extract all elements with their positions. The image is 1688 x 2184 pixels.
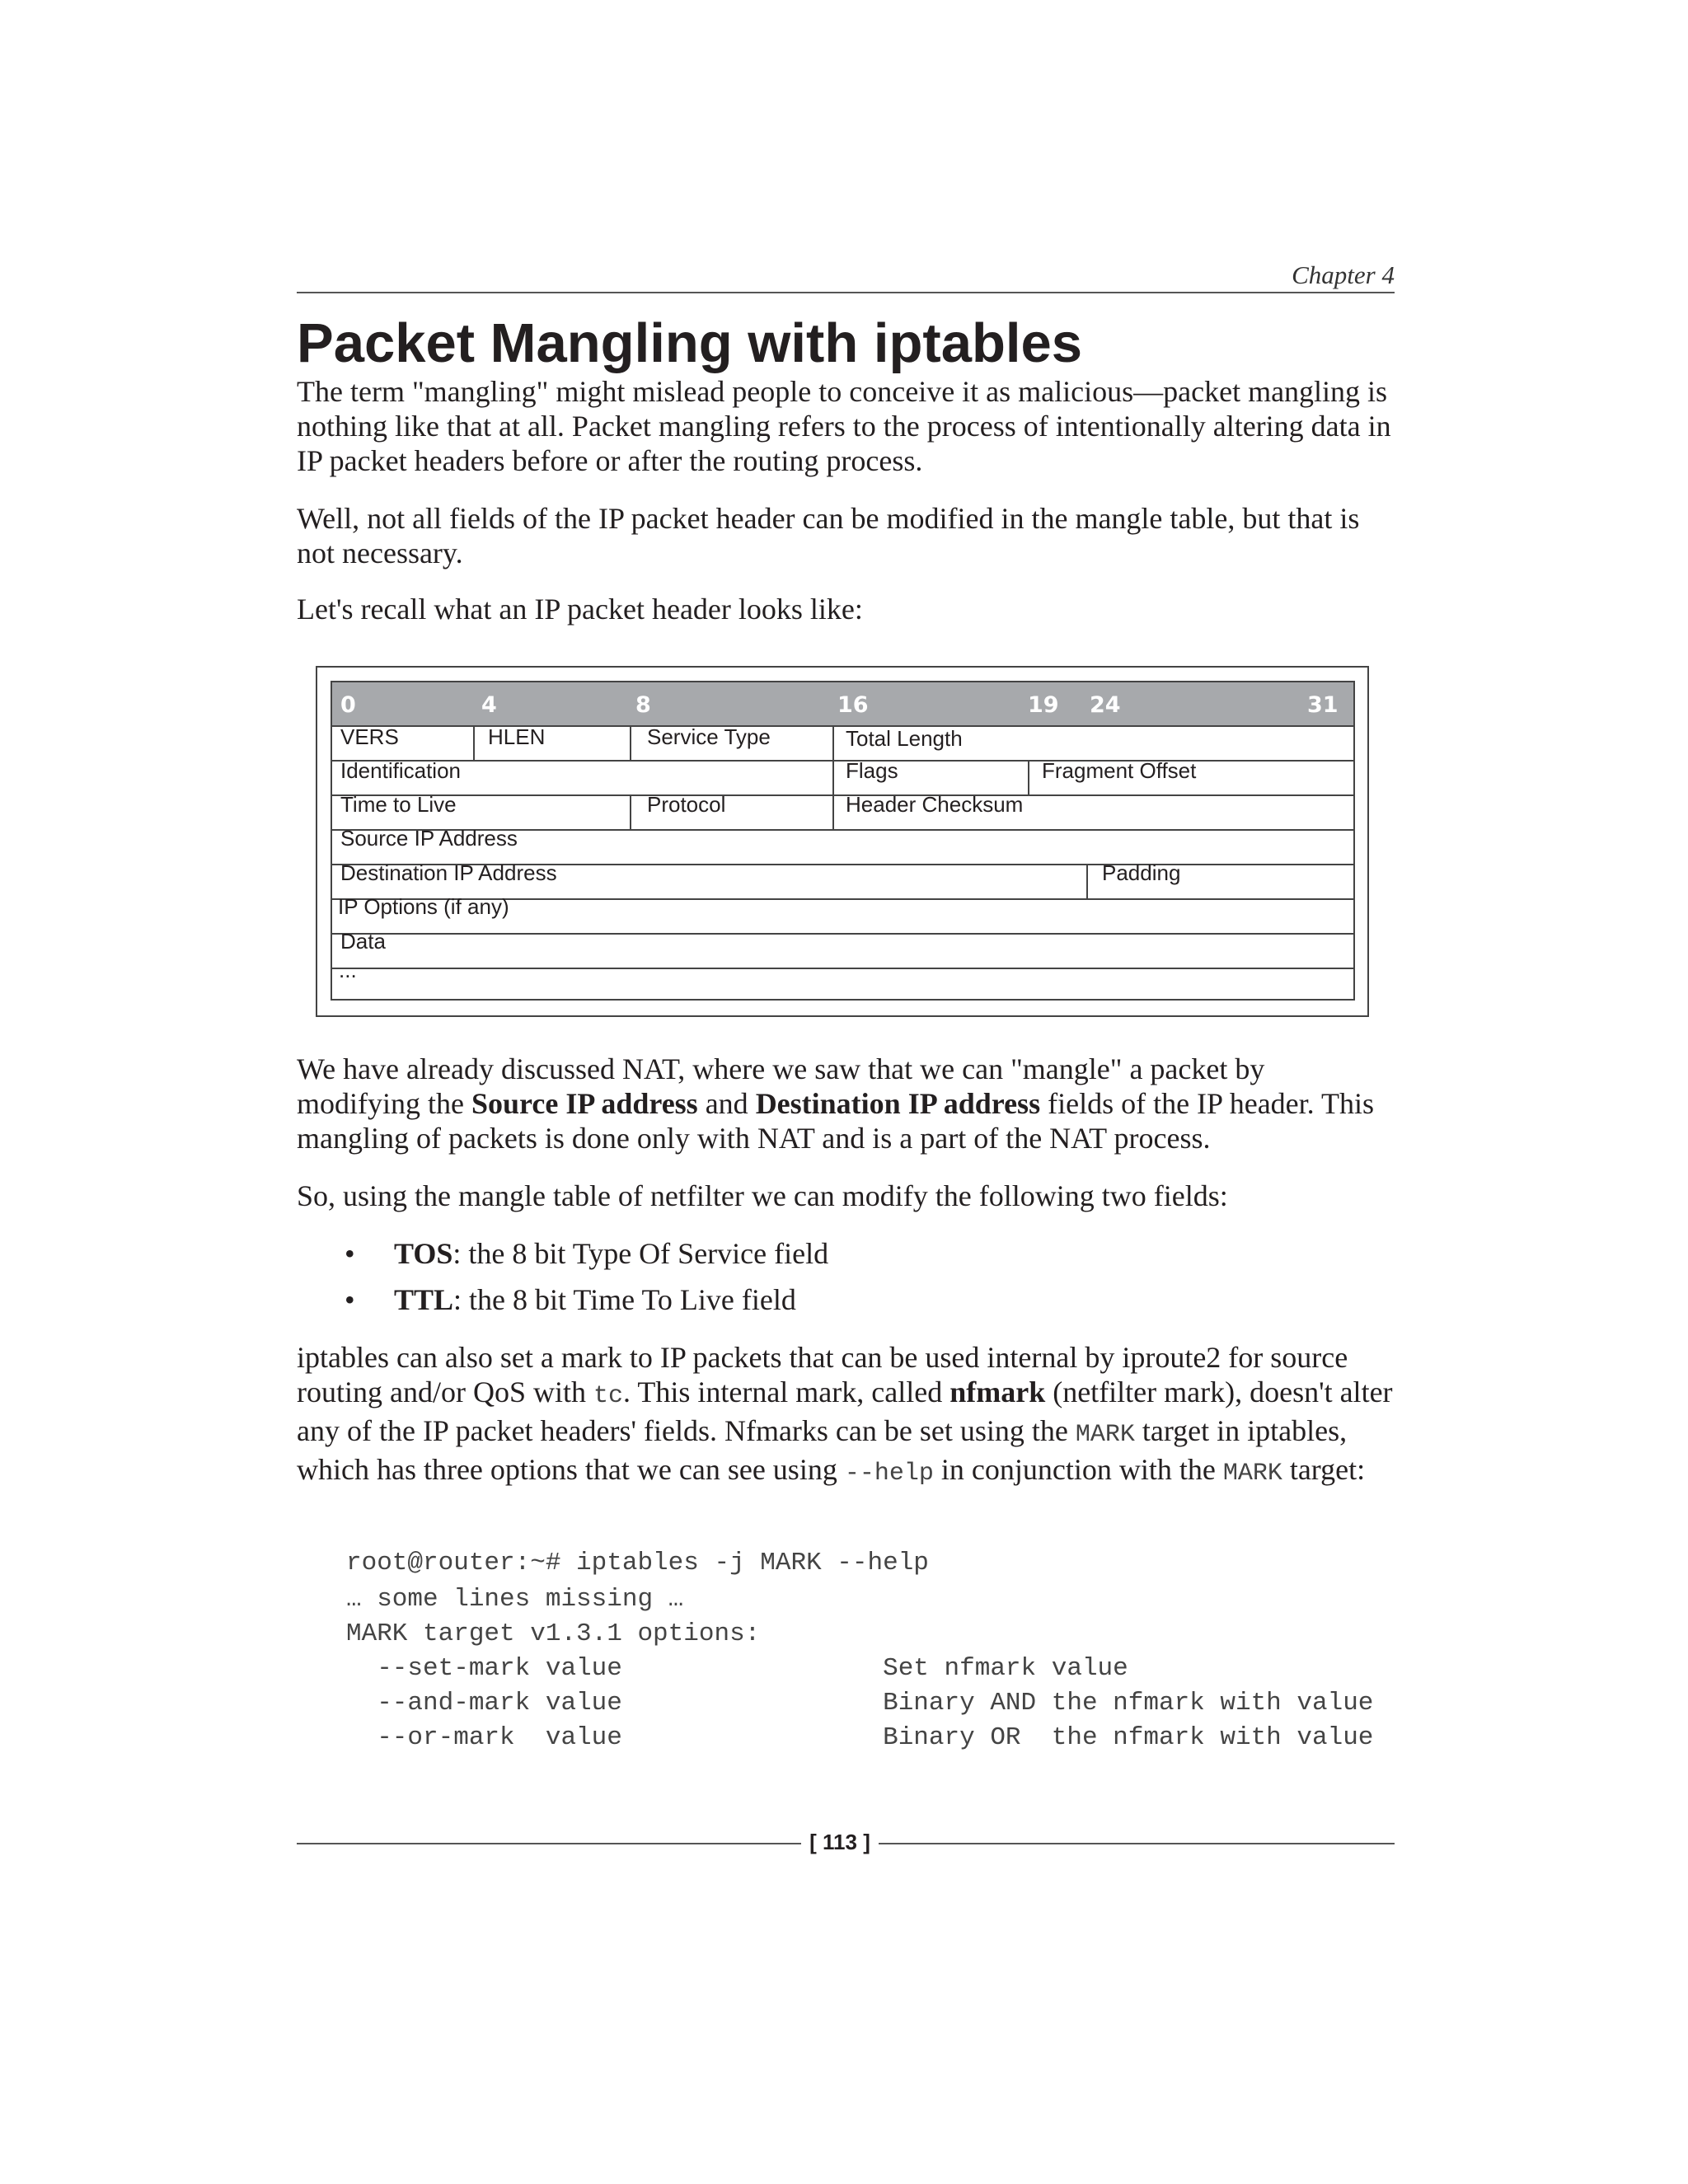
bit-label: 8: [635, 692, 651, 718]
bit-label: 19: [1028, 692, 1059, 718]
inline-code-tc: tc: [593, 1382, 623, 1410]
nat-text-1: We have already discussed NAT, where we saw that we can "mangle" a packet by modifying the: [297, 1052, 1265, 1120]
nat-text-3: fields of the IP header. This mangling of packets is done only with NAT and is a part of the NAT process.: [297, 1087, 1375, 1155]
row-divider: [832, 796, 834, 831]
page-number: [ 113 ]: [809, 1830, 870, 1854]
row-divider: [630, 796, 631, 831]
code-line: --and-mark value Binary AND the nfmark with value: [346, 1689, 1374, 1718]
row-divider: [630, 727, 631, 762]
bullet-text: : the 8 bit Time To Live field: [453, 1283, 796, 1316]
footer-rule-right: [879, 1843, 1395, 1844]
field-ellipsis: ...: [339, 958, 357, 982]
field-ip-options: IP Options (if any): [338, 894, 509, 919]
bit-label: 4: [481, 692, 497, 718]
mark-text-3: (netfilter mark), doesn't alter any of the IP packet headers' fields. Nfmarks can be set using the: [297, 1376, 1393, 1447]
intro-paragraph-2: Well, not all fields of the IP packet header can be modified in the mangle table, but that is not necessary.: [297, 502, 1360, 569]
field-destination-ip: Destination IP Address: [340, 860, 557, 885]
mark-paragraph: [297, 1340, 1395, 1491]
code-line: --or-mark value Binary OR the nfmark with value: [346, 1723, 1374, 1752]
diagram-row: [331, 727, 1355, 762]
inline-code-mark: MARK: [1222, 1460, 1282, 1488]
code-line: --set-mark value Set nfmark value: [346, 1654, 1128, 1683]
field-data: Data: [340, 929, 386, 954]
field-service-type: Service Type: [647, 724, 771, 749]
section-title: Packet Mangling with iptables: [297, 312, 1083, 374]
bit-label: 16: [837, 692, 869, 718]
field-source-ip: Source IP Address: [340, 826, 518, 851]
diagram-row: [331, 762, 1355, 796]
field-flags: Flags: [846, 758, 898, 783]
inline-code-mark: MARK: [1075, 1421, 1135, 1449]
chapter-label: Chapter 4: [1292, 260, 1395, 289]
bullet-term: TOS: [394, 1237, 453, 1270]
bullet-item-tos: [394, 1236, 1383, 1271]
row-divider: [1086, 865, 1088, 900]
code-line: MARK target v1.3.1 options:: [346, 1619, 761, 1648]
code-line: … some lines missing …: [346, 1585, 684, 1614]
mangle-paragraph: So, using the mangle table of netfilter we can modify the following two fields:: [297, 1179, 1228, 1212]
nat-text-2: and: [697, 1087, 756, 1120]
intro-paragraph-1: The term "mangling" might mislead people to conceive it as malicious—packet mangling is nothing like that at all. Packet mangling refers to the process of intentionally altering data in IP packet headers before or after the routing process.: [297, 375, 1391, 477]
source-ip-term: Source IP address: [471, 1087, 698, 1120]
bit-label: 24: [1090, 692, 1121, 718]
field-total-length: Total Length: [846, 726, 963, 751]
nat-paragraph: [297, 1052, 1395, 1155]
bit-label: 31: [1307, 692, 1339, 718]
mark-text-1: iptables can also set a mark to IP packets that can be used internal by iproute2 for source routing and/or QoS with: [297, 1341, 1348, 1408]
bit-label: 0: [340, 692, 356, 718]
bullet-icon: •: [345, 1283, 355, 1316]
diagram-row: [331, 935, 1355, 969]
header-rule: [297, 292, 1395, 293]
field-padding: Padding: [1102, 860, 1181, 885]
footer-rule-left: [297, 1843, 801, 1844]
mark-text-6: target:: [1282, 1453, 1366, 1486]
row-divider: [1028, 762, 1029, 796]
code-line: root@router:~# iptables -j MARK --help: [346, 1549, 929, 1577]
mark-text-2: . This internal mark, called: [623, 1376, 950, 1408]
row-divider: [832, 727, 834, 762]
nfmark-term: nfmark: [950, 1376, 1046, 1408]
field-vers: VERS: [340, 724, 399, 749]
destination-ip-term: Destination IP address: [755, 1087, 1041, 1120]
field-hlen: HLEN: [488, 724, 546, 749]
row-divider: [473, 727, 475, 762]
field-fragment-offset: Fragment Offset: [1042, 758, 1197, 783]
field-protocol: Protocol: [647, 792, 726, 817]
field-header-checksum: Header Checksum: [846, 792, 1024, 817]
inline-code-help: --help: [844, 1460, 934, 1488]
field-time-to-live: Time to Live: [340, 792, 457, 817]
mark-text-4: target in iptables, which has three options that we can see using: [297, 1414, 1348, 1486]
diagram-row: [331, 969, 1355, 1001]
bullet-item-ttl: [394, 1282, 1383, 1317]
bullet-term: TTL: [394, 1283, 454, 1316]
bullet-text: : the 8 bit Type Of Service field: [452, 1237, 829, 1270]
intro-paragraph-3: Let's recall what an IP packet header looks like:: [297, 593, 863, 626]
mark-text-5: in conjunction with the: [933, 1453, 1223, 1486]
bullet-icon: •: [345, 1237, 355, 1270]
row-divider: [832, 762, 834, 796]
field-identification: Identification: [340, 758, 461, 783]
